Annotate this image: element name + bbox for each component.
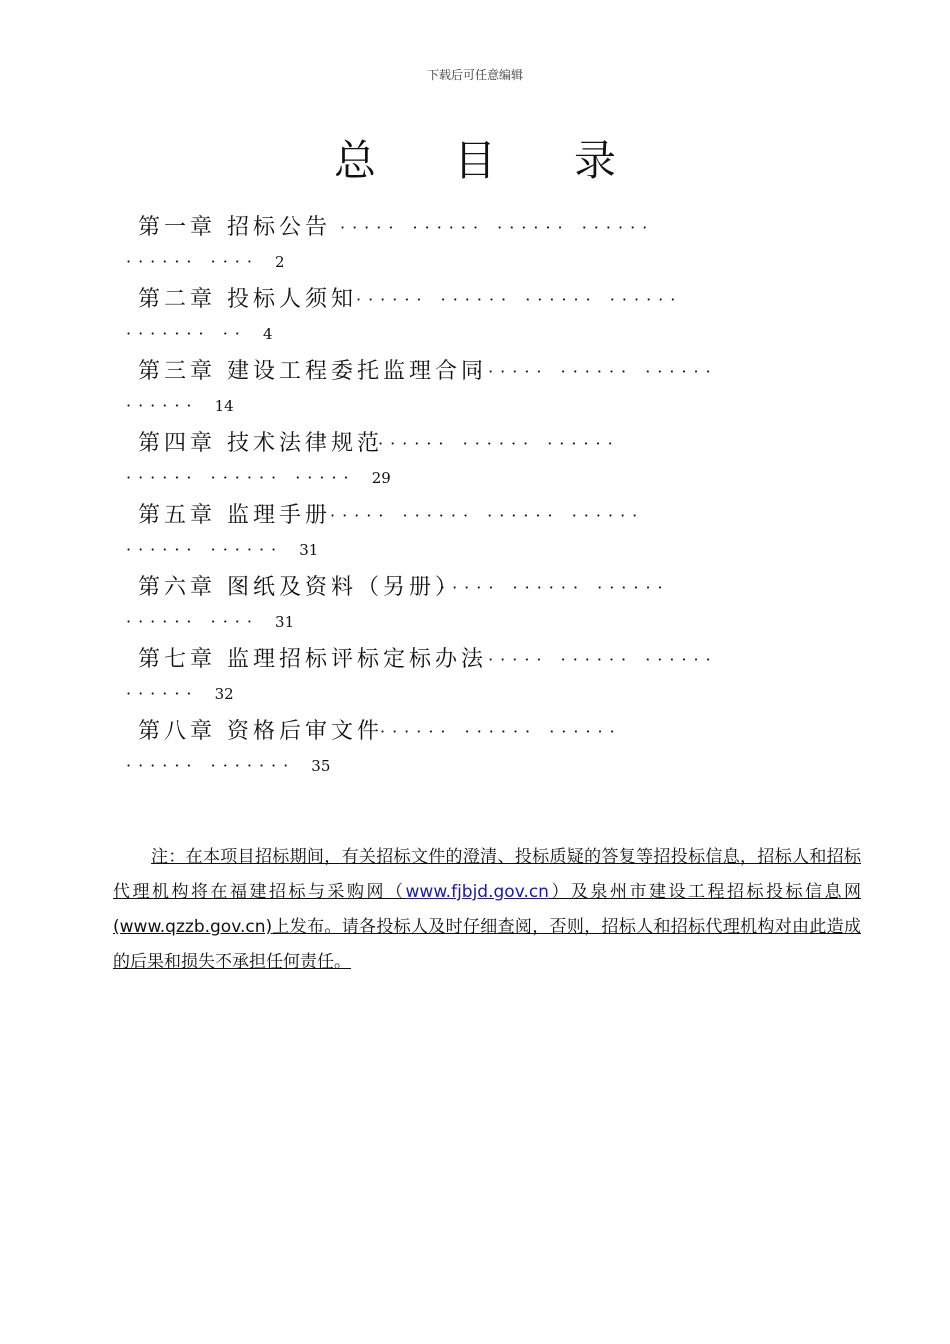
toc-chapter-title: 第七章 监理招标评标定标办法 (138, 647, 487, 672)
toc-leader-dots: ······ ······ ······ (378, 434, 620, 453)
notice-text-part1: 注：在本项目招标期间，有关招标文件的澄清、投标质疑的答复等招投标信息，招标人和招标代理机构将在福建招标与采购网（ (113, 847, 861, 902)
toc-leader-dots: ······ ······ (126, 540, 284, 559)
toc-entry[interactable] (0, 426, 950, 498)
toc-entry[interactable] (0, 714, 950, 786)
toc-page-number: 4 (262, 325, 273, 343)
toc-entry[interactable] (0, 354, 950, 426)
toc-leader-line (126, 396, 234, 415)
toc-page-number: 14 (214, 397, 234, 415)
toc-leader-line (126, 252, 285, 271)
toc-page-number: 2 (275, 253, 285, 271)
toc-leader-line (126, 468, 391, 487)
page-title: 总目录 (333, 136, 694, 185)
toc-leader-dots: ······ (126, 684, 199, 703)
table-of-contents (0, 210, 950, 786)
toc-leader-dots: ····· ······ ······ (440, 578, 670, 597)
toc-leader-line (126, 324, 273, 343)
toc-chapter-title: 第二章 投标人须知 (138, 287, 357, 312)
toc-leader-dots: ····· ······ ······ ······ (340, 218, 655, 237)
toc-entry[interactable] (0, 498, 950, 570)
toc-page-number: 32 (214, 685, 234, 703)
toc-entry[interactable] (0, 282, 950, 354)
toc-page-number: 31 (275, 613, 295, 631)
toc-leader-dots: ······ ······ ····· (126, 468, 356, 487)
toc-chapter-title: 第五章 监理手册 (138, 503, 331, 528)
toc-page-number: 35 (311, 757, 331, 775)
toc-leader-dots: ······ ······· (126, 756, 296, 775)
toc-leader-dots: ······ ······ ······ (380, 722, 622, 741)
toc-page-number: 29 (371, 469, 391, 487)
toc-leader-line (126, 612, 294, 631)
toc-entry[interactable] (0, 570, 950, 642)
toc-leader-dots: ····· ······ ······ ······ (330, 506, 645, 525)
toc-leader-dots: ······ ···· (126, 252, 259, 271)
toc-chapter-title: 第八章 资格后审文件 (138, 719, 383, 744)
page-header: 下载后可任意编辑 (426, 68, 523, 82)
toc-leader-line (126, 540, 318, 559)
toc-chapter-title: 第三章 建设工程委托监理合同 (138, 359, 487, 384)
toc-chapter-title: 第六章 图纸及资料（另册） (138, 575, 461, 600)
toc-chapter-title: 第一章 招标公告 (138, 215, 331, 240)
toc-leader-dots: ······· ·· (126, 324, 247, 343)
toc-entry[interactable] (0, 642, 950, 714)
toc-page-number: 31 (299, 541, 319, 559)
toc-chapter-title: 第四章 技术法律规范 (138, 431, 383, 456)
toc-leader-dots: ······ (126, 396, 199, 415)
fjbjd-website-link[interactable]: www.fjbjd.gov.cn (405, 882, 549, 902)
toc-leader-dots: ······ ······ ······ (476, 650, 718, 669)
toc-leader-line (126, 684, 234, 703)
toc-leader-line (126, 756, 330, 775)
toc-leader-dots: ······ ···· (126, 612, 259, 631)
toc-leader-dots: ······ ······ ······ ······ (356, 290, 683, 309)
notice-text-part2: ）及泉州市建设工程招标投标信息网(www.qzzb.gov.cn)上发布。请各投标人及时仔细查阅，否则，招标人和招标代理机构对由此造成的后果和损失不承担任何责任。 (113, 882, 862, 972)
notice-paragraph (113, 840, 861, 980)
toc-entry[interactable] (0, 210, 950, 282)
toc-leader-dots: ······ ······ ······ (476, 362, 718, 381)
